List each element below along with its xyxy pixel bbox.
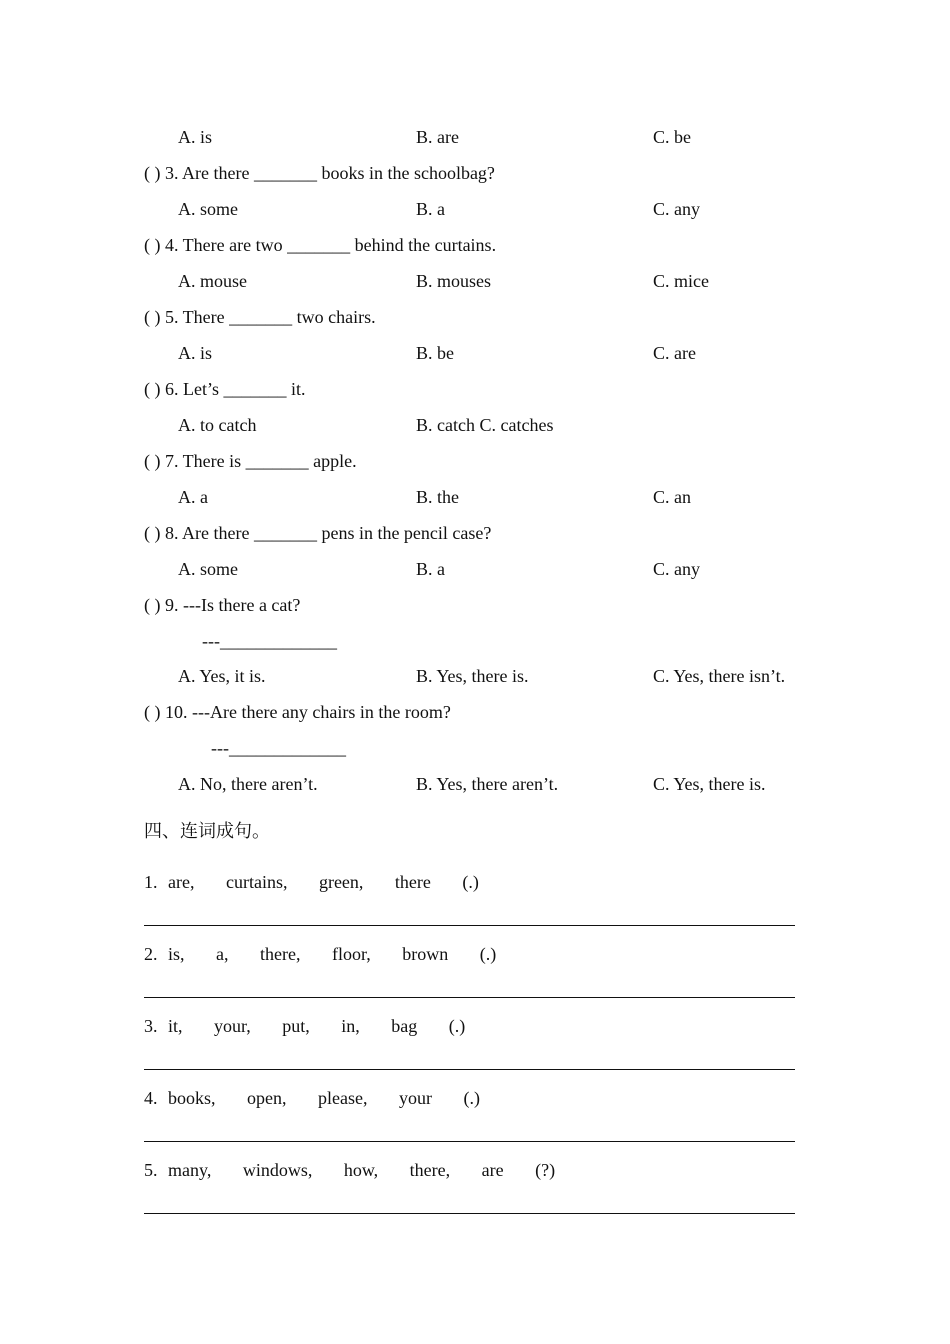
q9-reply-blank: ---_____________: [202, 631, 337, 651]
q10-reply-blank: ---_____________: [211, 738, 346, 758]
q5-option-a: A. is: [178, 343, 213, 363]
q6-option-a: A. to catch: [178, 415, 257, 435]
sentence-item-1: 1. are, curtains, green, there (.): [144, 872, 479, 892]
q8-option-b: B. a: [416, 559, 445, 579]
q4-option-c: C. mice: [653, 271, 709, 291]
q9-option-a: A. Yes, it is.: [178, 666, 266, 686]
q7-option-b: B. the: [416, 487, 459, 507]
q8-option-c: C. any: [653, 559, 700, 579]
q7-option-a: A. a: [178, 487, 208, 507]
sentence-item-5: 5. many, windows, how, there, are (?): [144, 1160, 556, 1180]
q9-stem: ( ) 9. ---Is there a cat?: [144, 595, 301, 615]
q10-stem: ( ) 10. ---Are there any chairs in the room?: [144, 702, 451, 722]
answer-line-1: [144, 925, 795, 926]
sentence-item-2: 2. is, a, there, floor, brown (.): [144, 944, 497, 964]
section-4-heading: 四、连词成句。: [144, 821, 270, 842]
q3-option-a: A. some: [178, 199, 238, 219]
q10-option-b: B. Yes, there aren’t.: [416, 774, 559, 794]
q2-option-b: B. are: [416, 127, 459, 147]
q9-option-b: B. Yes, there is.: [416, 666, 529, 686]
q3-stem: ( ) 3. Are there _______ books in the schoolbag?: [144, 163, 495, 183]
q4-stem: ( ) 4. There are two _______ behind the curtains.: [144, 235, 497, 255]
q3-option-b: B. a: [416, 199, 445, 219]
q4-option-a: A. mouse: [178, 271, 247, 291]
q6-stem: ( ) 6. Let’s _______ it.: [144, 379, 306, 399]
q10-option-a: A. No, there aren’t.: [178, 774, 318, 794]
q6-option-b-c: B. catch C. catches: [416, 415, 554, 435]
q8-option-a: A. some: [178, 559, 238, 579]
answer-line-3: [144, 1069, 795, 1070]
sentence-item-3: 3. it, your, put, in, bag (.): [144, 1016, 466, 1036]
q2-option-a: A. is: [178, 127, 213, 147]
q7-stem: ( ) 7. There is _______ apple.: [144, 451, 357, 471]
q5-option-c: C. are: [653, 343, 696, 363]
q9-option-c: C. Yes, there isn’t.: [653, 666, 786, 686]
answer-line-2: [144, 997, 795, 998]
q2-option-c: C. be: [653, 127, 691, 147]
q4-option-b: B. mouses: [416, 271, 492, 291]
q8-stem: ( ) 8. Are there _______ pens in the pencil case?: [144, 523, 492, 543]
q10-option-c: C. Yes, there is.: [653, 774, 766, 794]
q3-option-c: C. any: [653, 199, 700, 219]
q5-stem: ( ) 5. There _______ two chairs.: [144, 307, 376, 327]
answer-line-4: [144, 1141, 795, 1142]
q7-option-c: C. an: [653, 487, 691, 507]
q5-option-b: B. be: [416, 343, 454, 363]
answer-line-5: [144, 1213, 795, 1214]
sentence-item-4: 4. books, open, please, your (.): [144, 1088, 480, 1108]
